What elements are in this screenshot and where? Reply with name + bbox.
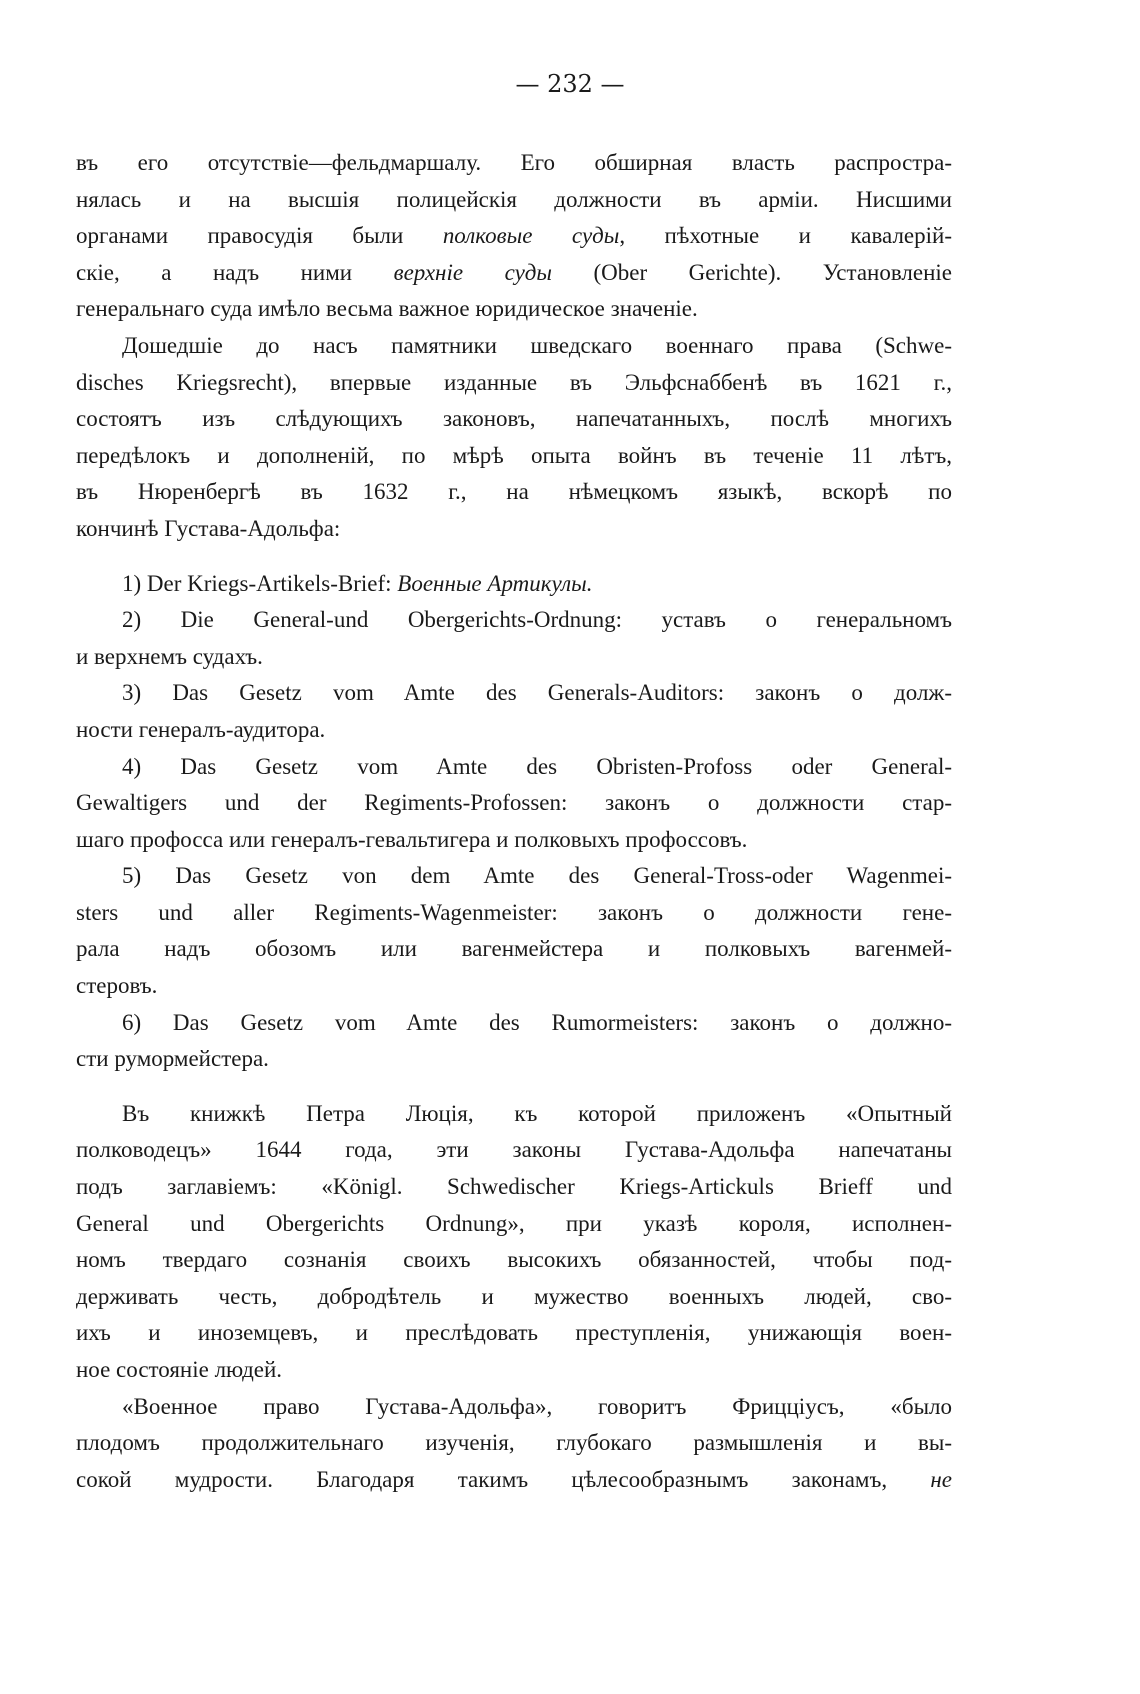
text: disches Kriegsrecht), впервые изданные въ Эльфснаббенѣ въ 1621 г., (76, 369, 952, 395)
text: шаго профосса или генералъ-гевальтигера и полковыхъ профоссовъ. (76, 826, 748, 852)
text-line (76, 1206, 952, 1243)
text-line (76, 712, 952, 749)
paragraph (76, 145, 952, 328)
text-line (76, 474, 952, 511)
page-body (76, 145, 952, 1516)
text: полководецъ» 1644 года, эти законы Густава-Адольфа напечатаны (76, 1137, 952, 1163)
text: номъ твердаго сознанія своихъ высокихъ обязанностей, чтобы под- (76, 1247, 952, 1273)
text: General und Obergerichts Ordnung», при указѣ короля, исполнен- (76, 1210, 952, 1236)
text: 5) Das Gesetz von dem Amte des General-Tross-oder Wagenmei- (122, 863, 952, 889)
text-line (76, 566, 952, 603)
text-line (76, 1242, 952, 1279)
text-line (76, 182, 952, 219)
text: ное состояніе людей. (76, 1357, 283, 1382)
text: 1) Der Kriegs-Artikels-Brief: (122, 570, 398, 596)
paragraph (76, 1096, 952, 1389)
paragraph (76, 749, 952, 859)
text: (Ober Gerichte). Установленіе (551, 259, 952, 285)
text: въ Нюренбергѣ въ 1632 г., на нѣмецкомъ языкѣ, вскорѣ по (76, 479, 952, 505)
text: ихъ и иноземцевъ, и преслѣдовать преступленія, унижающія воен- (76, 1320, 952, 1346)
text: кончинѣ Густава-Адольфа: (76, 515, 341, 541)
text-line (76, 255, 952, 292)
text-line (76, 895, 952, 932)
text-line (76, 1169, 952, 1206)
text: 4) Das Gesetz vom Amte des Obristen-Profoss oder General- (122, 753, 952, 779)
text: генеральнаго суда имѣло весьма важное юридическое значеніе. (76, 296, 698, 322)
text: 3) Das Gesetz vom Amte des Generals-Auditors: законъ о долж- (122, 680, 952, 706)
text: скіе, а надъ ними (76, 259, 394, 285)
text: состоятъ изъ слѣдующихъ законовъ, напечатанныхъ, послѣ многихъ (76, 406, 952, 432)
text-line (76, 858, 952, 895)
text-line (76, 639, 952, 676)
text-section (76, 566, 952, 1078)
paragraph (76, 1389, 952, 1499)
paragraph (76, 675, 952, 748)
text: въ его отсутствіе—фельдмаршалу. Его обширная власть распростра- (76, 150, 952, 175)
text: Gewaltigers und der Regiments-Profossen: законъ о должности стар- (76, 790, 952, 816)
text-line (76, 1352, 952, 1389)
text-line (76, 931, 952, 968)
text-line (76, 145, 952, 182)
text-line (76, 401, 952, 438)
italic-text: Военные Артикулы. (397, 570, 593, 596)
text-line (76, 1041, 952, 1078)
text-line (76, 1096, 952, 1133)
text-line (76, 218, 952, 255)
text: 2) Die General-und Obergerichts-Ordnung: уставъ о генеральномъ (122, 607, 952, 633)
text-line (76, 1425, 952, 1462)
italic-text: не (930, 1466, 952, 1492)
page-number: — 232 — (515, 70, 625, 98)
text: подъ заглавіемъ: «Königl. Schwedischer Kriegs-Artickuls Brieff und (76, 1174, 952, 1200)
text-line (76, 1462, 952, 1499)
text-line (76, 968, 952, 1005)
text: плодомъ продолжительнаго изученія, глубокаго размышленія и вы- (76, 1430, 952, 1456)
text-line (76, 1132, 952, 1169)
paragraph (76, 566, 952, 603)
text-line (76, 822, 952, 859)
text-line (76, 511, 952, 548)
text-line (76, 602, 952, 639)
text: стеровъ. (76, 973, 158, 999)
text-line (76, 785, 952, 822)
text: рала надъ обозомъ или вагенмейстера и полковыхъ вагенмей- (76, 936, 952, 962)
text: Въ книжкѣ Петра Люція, къ которой приложенъ «Опытный (122, 1100, 952, 1126)
text-line (76, 675, 952, 712)
text-line (76, 291, 952, 328)
text-line (76, 1315, 952, 1352)
text: «Военное право Густава-Адольфа», говоритъ Фрицціусъ, «было (122, 1393, 952, 1419)
text-line (76, 749, 952, 786)
text-line (76, 1279, 952, 1316)
text: , пѣхотные и кавалерій- (619, 223, 952, 249)
text: органами правосудія были (76, 223, 443, 249)
paragraph (76, 1005, 952, 1078)
text: Дошедшіе до насъ памятники шведскаго военнаго права (Schwe- (122, 332, 952, 358)
text: нялась и на высшія полицейскія должности въ арміи. Нисшими (76, 186, 952, 212)
text: ности генералъ-аудитора. (76, 716, 326, 742)
italic-text: полковые суды (442, 223, 620, 249)
text: держивать честь, добродѣтель и мужество военныхъ людей, сво- (76, 1283, 952, 1309)
paragraph (76, 328, 952, 548)
text-section (76, 145, 952, 548)
text: и верхнемъ судахъ. (76, 643, 263, 669)
text-section (76, 1096, 952, 1499)
text-line (76, 438, 952, 475)
text: сокой мудрости. Благодаря такимъ цѣлесообразнымъ законамъ, (76, 1466, 931, 1492)
text: передѣлокъ и дополненій, по мѣрѣ опыта войнъ въ теченіе 11 лѣтъ, (76, 442, 952, 468)
paragraph (76, 602, 952, 675)
text-line (76, 1005, 952, 1042)
text: 6) Das Gesetz vom Amte des Rumormeisters: законъ о должно- (122, 1009, 952, 1035)
paragraph (76, 858, 952, 1004)
italic-text: верхніе суды (393, 259, 552, 285)
text: sters und aller Regiments-Wagenmeister: законъ о должности гене- (76, 899, 952, 925)
text-line (76, 328, 952, 365)
text-line (76, 1389, 952, 1426)
text-line (76, 365, 952, 402)
text: сти румормейстера. (76, 1046, 269, 1072)
